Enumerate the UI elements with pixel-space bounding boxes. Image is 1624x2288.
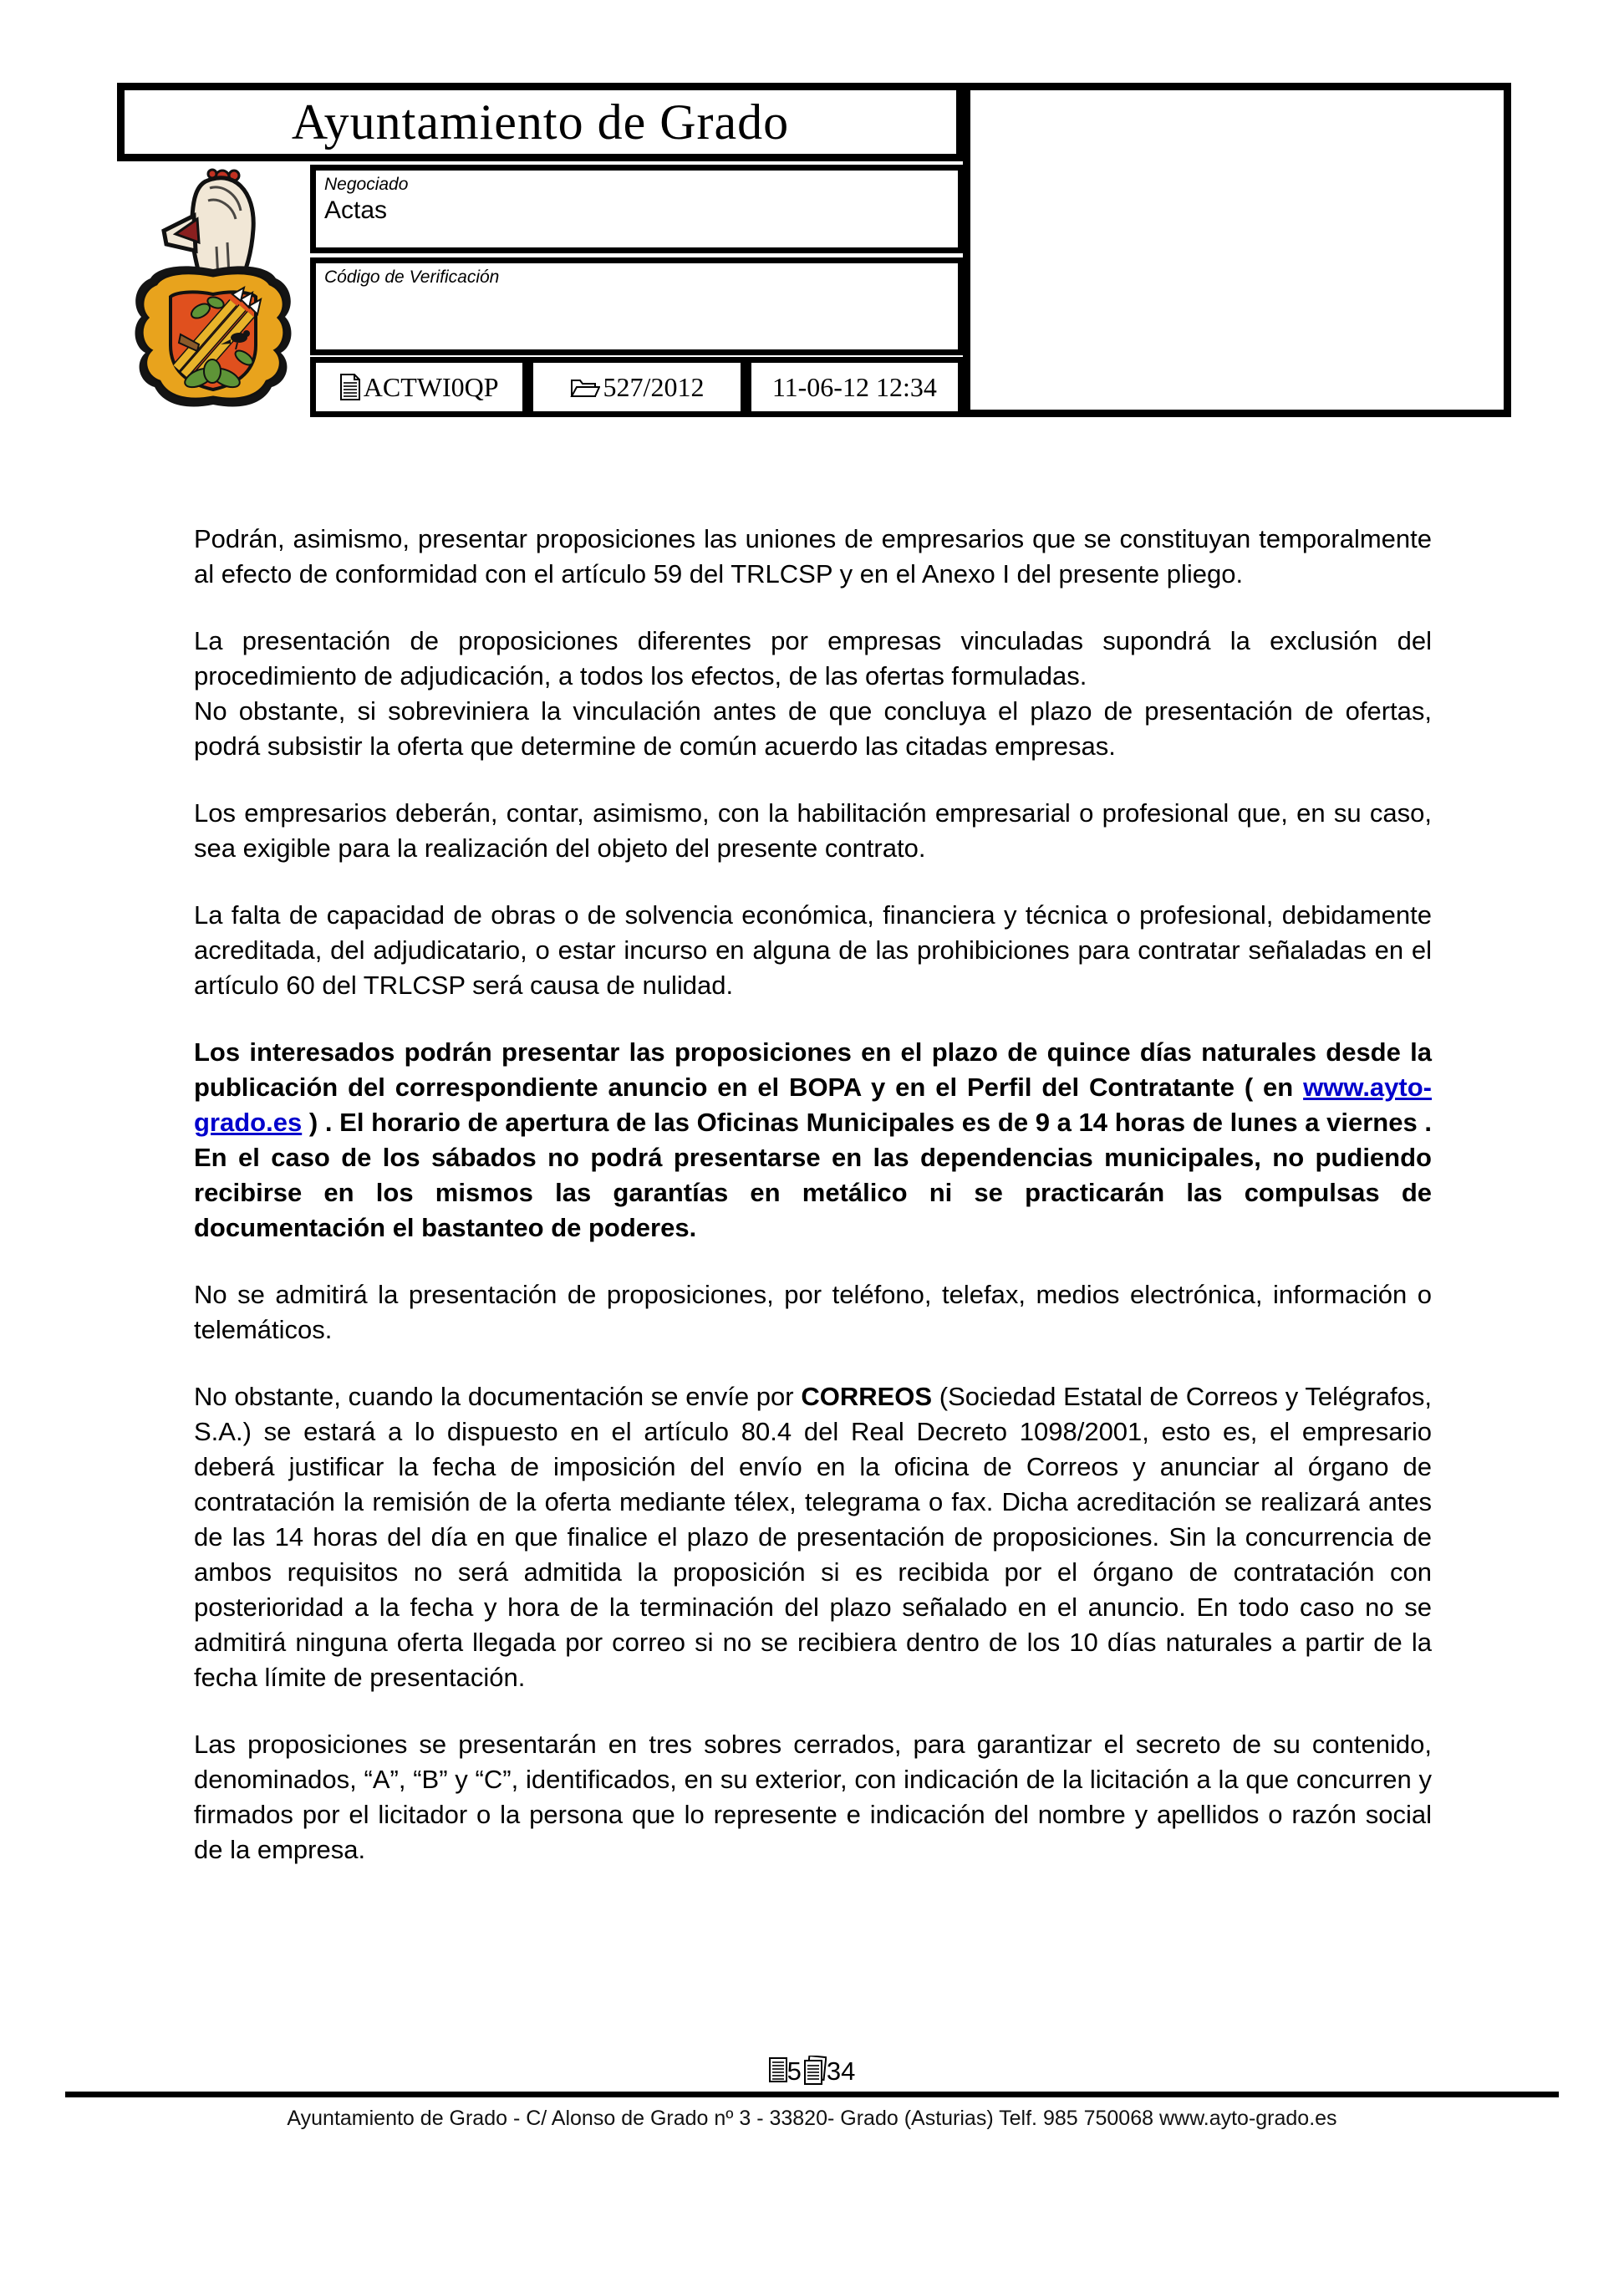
negociado-box (310, 165, 964, 253)
text-run: Podrán, asimismo, presentar proposiciones las uniones de empresarios que se constituyan temporalmente al efecto de conformidad con el artículo 59 del TRLCSP y en el Anexo I del presente pliego. (194, 524, 1432, 589)
header-reference-row (310, 357, 964, 417)
pages-icon (802, 2056, 827, 2086)
footer-divider (65, 2092, 1559, 2097)
coat-of-arms-logo (129, 167, 298, 415)
text-run: No obstante, si sobreviniera la vinculación antes de que concluya el plazo de presentación de ofertas, podrá subsistir la oferta que determine de común acuerdo las citadas empresas. (194, 696, 1432, 761)
text-run: Las proposiciones se presentarán en tres sobres cerrados, para garantizar el secreto de su contenido, denominados, “A”, “B” y “C”, identificados, en su exterior, con indicación de la licitación a la que concurren y firmados por el licitador o la persona que lo represente e indicación del nombre y apellidos o razón social de la empresa. (194, 1730, 1432, 1864)
text-run: ) . El horario de apertura de las Oficinas Municipales es de 9 a 14 horas de lunes a viernes . En el caso de los sábados no podrá presentarse en las dependencias municipales, no pudiendo recibirse en los mismos las garantías en metálico ni se practicarán las compulsas de documentación el bastanteo de poderes. (194, 1108, 1432, 1242)
paragraph (194, 522, 1432, 592)
codigo-verificacion-box (310, 257, 964, 355)
current-page-number: 5 (787, 2056, 802, 2086)
bold-text: CORREOS (801, 1382, 933, 1411)
text-run: No se admitirá la presentación de proposiciones, por teléfono, telefax, medios electrónica, información o telemáticos. (194, 1280, 1432, 1344)
page-title: Ayuntamiento de Grado (291, 94, 790, 150)
text-run: (Sociedad Estatal de Correos y Telégrafos, S.A.) se estará a lo dispuesto en el artículo 80.4 del Real Decreto 1098/2001, esto es, el empresario deberá justificar la fecha de imposición del envío en la oficina de Correos y anunciar al órgano de contratación la remisión de la oferta mediante télex, telegrama o fax. Dicha acreditación se realizará antes de las 14 horas del día en que finalice el plazo de presentación de proposiciones. Sin la concurrencia de ambos requisitos no será admitida la proposición si es recibida por el órgano de contratación con posterioridad a la fecha y hora de la terminación del plazo señalado en el anuncio. En todo caso no se admitirá ninguna oferta llegada por correo si no se recibiera dentro de los 10 días naturales a partir de la fecha límite de presentación. (194, 1382, 1432, 1692)
paragraph (194, 796, 1432, 866)
paragraph (194, 898, 1432, 1003)
page-icon (769, 2057, 787, 2082)
document-code-cell (310, 357, 528, 417)
text-run: La falta de capacidad de obras o de solvencia económica, financiera y técnica o profesional, debidamente acreditada, del adjudicatario, o estar incurso en alguna de las prohibiciones para contratar señaladas en el artículo 60 del TRLCSP será causa de nulidad. (194, 900, 1432, 1000)
negociado-value: Actas (324, 196, 388, 224)
header-empty-box (963, 83, 1511, 417)
negociado-label: Negociado (324, 175, 409, 194)
paragraph (194, 1727, 1432, 1868)
folder-icon (570, 376, 600, 398)
expediente-number: 527/2012 (603, 371, 705, 402)
text-run: No obstante, cuando la documentación se envíe por (194, 1382, 802, 1411)
document-icon (340, 374, 360, 400)
paragraph (194, 1035, 1432, 1246)
footer-address: Ayuntamiento de Grado - C/ Alonso de Grado nº 3 - 33820- Grado (Asturias) Telf. 985 750068 www.ayto-grado.es (287, 2107, 1337, 2130)
text-run: La presentación de proposiciones diferentes por empresas vinculadas supondrá la exclusión del procedimiento de adjudicación, a todos los efectos, de las ofertas formuladas. (194, 626, 1432, 690)
total-pages-number: 34 (826, 2056, 856, 2086)
paragraph (194, 1277, 1432, 1348)
text-run: Los empresarios deberán, contar, asimismo, con la habilitación empresarial o profesional que, en su caso, sea exigible para la realización del objeto del presente contrato. (194, 798, 1432, 863)
crest-shield (135, 266, 292, 406)
paragraph (194, 624, 1432, 764)
ayto-grado-link[interactable]: www.ayto-grado.es (194, 1073, 1432, 1137)
header-title-box (117, 83, 964, 161)
page-indicator (0, 2055, 1624, 2087)
document-code: ACTWI0QP (363, 371, 499, 402)
text-run: Los interesados podrán presentar las proposiciones en el plazo de quince días naturales desde la publicación del correspondiente anuncio en el BOPA y en el Perfil del Contratante ( en (194, 1037, 1432, 1102)
codigo-verificacion-label: Código de Verificación (324, 268, 500, 287)
expediente-cell (527, 357, 746, 417)
datetime-cell (746, 357, 964, 417)
document-body (194, 522, 1432, 1899)
datetime-value: 11-06-12 12:34 (771, 371, 937, 402)
paragraph (194, 1379, 1432, 1695)
